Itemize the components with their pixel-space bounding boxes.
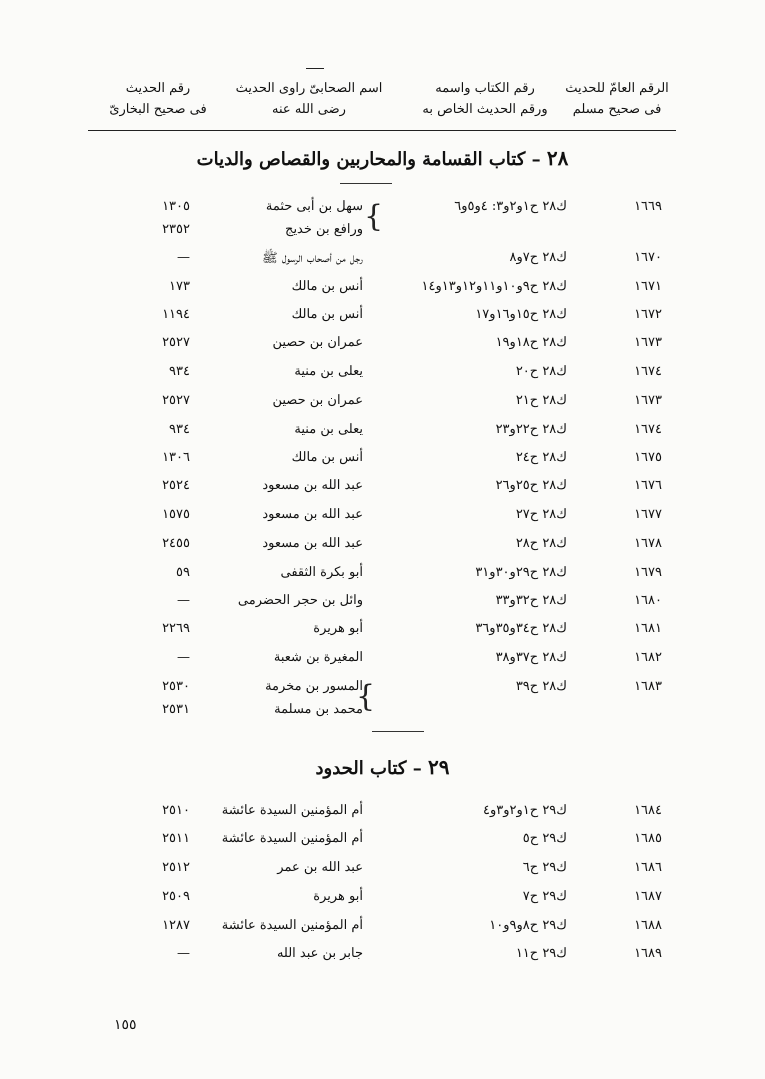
table-row bbox=[0, 800, 765, 824]
table-row bbox=[0, 332, 765, 356]
section-28-title: كتاب القسامة والمحاربين والقصاص والديات bbox=[196, 149, 526, 170]
general-number: ١٦٨٢ bbox=[634, 650, 662, 665]
bukhari-number: ٥٩ bbox=[176, 565, 190, 580]
bukhari-number: — bbox=[177, 650, 190, 665]
bukhari-number: ٢٣٥٢ bbox=[162, 222, 190, 237]
companion-name: عمران بن حصين bbox=[272, 393, 363, 408]
header-col-general-line2: فى صحيح مسلم bbox=[572, 102, 662, 117]
general-number: ١٦٧٣ bbox=[634, 393, 662, 408]
companion-name: المسور بن مخرمة bbox=[265, 679, 363, 694]
bukhari-number: ١٥٧٥ bbox=[162, 507, 190, 522]
book-reference: ك٢٨ ح٣٤و٣٥و٣٦ bbox=[475, 621, 567, 636]
companion-name: أم المؤمنين السيدة عائشة bbox=[221, 803, 363, 818]
companion-name: عمران بن حصين bbox=[272, 335, 363, 350]
general-number: ١٦٧٢ bbox=[634, 307, 662, 322]
bukhari-number: ١٣٠٦ bbox=[162, 450, 190, 465]
table-row bbox=[0, 618, 765, 642]
general-number: ١٦٦٩ bbox=[634, 199, 662, 214]
companion-name: أنس بن مالك bbox=[291, 307, 363, 322]
bukhari-number: ٢٥١١ bbox=[162, 831, 190, 846]
general-number: ١٦٨٩ bbox=[634, 946, 662, 961]
companion-name: عبد الله بن مسعود bbox=[262, 478, 363, 493]
companion-name: أبو بكرة الثقفى bbox=[280, 565, 363, 580]
companion-name: يعلى بن منية bbox=[294, 364, 363, 379]
section-29-number: ٢٩ bbox=[428, 755, 450, 779]
book-reference: ك٢٩ ح٧ bbox=[522, 889, 567, 904]
companion-name: عبد الله بن مسعود bbox=[262, 536, 363, 551]
bukhari-number: ٢٥١٠ bbox=[162, 803, 190, 818]
general-number: ١٦٨٧ bbox=[634, 889, 662, 904]
book-reference: ك٢٨ ح١٥و١٦و١٧ bbox=[475, 307, 567, 322]
header-col-book-line2: ورقم الحديث الخاص به bbox=[422, 102, 548, 117]
companion-name: أبو هريرة bbox=[313, 889, 363, 904]
book-reference: ك٢٨ ح٢٧ bbox=[515, 507, 567, 522]
book-reference: ك٢٨ ح٩و١٠و١١و١٢و١٣و١٤ bbox=[421, 279, 567, 294]
companion-name: رجل من أصحاب الرسول ﷺ bbox=[262, 251, 363, 266]
book-reference: ك٢٨ ح١و٢و٣: ٤و٥و٦ bbox=[454, 199, 567, 214]
table-row bbox=[0, 943, 765, 967]
table-row bbox=[0, 304, 765, 328]
header-col-bukhari bbox=[98, 80, 218, 122]
book-reference: ك٢٨ ح٣٩ bbox=[515, 679, 567, 694]
bukhari-number: — bbox=[177, 250, 190, 265]
bukhari-number: ٢٥٣١ bbox=[162, 702, 190, 717]
general-number: ١٦٧٩ bbox=[634, 565, 662, 580]
bukhari-number: ١٢٨٧ bbox=[162, 918, 190, 933]
table-row bbox=[0, 676, 765, 700]
companion-name: جابر بن عبد الله bbox=[276, 946, 363, 961]
table-row bbox=[0, 915, 765, 939]
table-row bbox=[0, 533, 765, 557]
companion-name: أم المؤمنين السيدة عائشة bbox=[221, 918, 363, 933]
bukhari-number: ٢٥٣٠ bbox=[162, 679, 190, 694]
book-reference: ك٢٨ ح٢٥و٢٦ bbox=[495, 478, 567, 493]
table-row bbox=[0, 590, 765, 614]
companion-name: المغيرة بن شعبة bbox=[273, 650, 363, 665]
table-row bbox=[0, 699, 765, 723]
section-29-title: كتاب الحدود bbox=[315, 758, 407, 779]
header-col-companion bbox=[224, 80, 394, 122]
table-row bbox=[0, 247, 765, 271]
book-reference: ك٢٨ ح١٨و١٩ bbox=[495, 335, 567, 350]
companion-name: سهل بن أبى حثمة bbox=[265, 199, 363, 214]
companion-name: عبد الله بن مسعود bbox=[262, 507, 363, 522]
header-col-companion-line1: اسم الصحابىّ راوى الحديث bbox=[235, 81, 383, 96]
bukhari-number: ٢٥٠٩ bbox=[162, 889, 190, 904]
bukhari-number: ٢٥١٢ bbox=[162, 860, 190, 875]
general-number: ١٦٧٠ bbox=[634, 250, 662, 265]
bukhari-number: ٢٥٢٤ bbox=[162, 478, 190, 493]
header-rule bbox=[88, 130, 676, 131]
brace-group-2: { bbox=[356, 679, 376, 714]
table-row bbox=[0, 504, 765, 528]
bukhari-number: ٩٣٤ bbox=[169, 364, 190, 379]
general-number: ١٦٨١ bbox=[634, 621, 662, 636]
table-row bbox=[0, 447, 765, 471]
header-col-bukhari-line2: فى صحيح البخارىّ bbox=[109, 102, 207, 117]
general-number: ١٦٧٧ bbox=[634, 507, 662, 522]
table-row bbox=[0, 828, 765, 852]
companion-name: عبد الله بن عمر bbox=[277, 860, 363, 875]
book-reference: ك٢٨ ح٢١ bbox=[515, 393, 567, 408]
bukhari-number: ٢٥٢٧ bbox=[162, 335, 190, 350]
bukhari-number: ٢٤٥٥ bbox=[162, 536, 190, 551]
bukhari-number: — bbox=[177, 593, 190, 608]
companion-name: محمد بن مسلمة bbox=[274, 702, 363, 717]
bukhari-number: ١٧٣ bbox=[169, 279, 190, 294]
general-number: ١٦٧١ bbox=[634, 279, 662, 294]
companion-name: أم المؤمنين السيدة عائشة bbox=[221, 831, 363, 846]
book-reference: ك٢٨ ح٣٢و٣٣ bbox=[495, 593, 567, 608]
header-col-companion-line2: رضى الله عنه bbox=[272, 102, 346, 117]
section-29-dash: – bbox=[412, 758, 422, 779]
table-row bbox=[0, 419, 765, 443]
book-reference: ك٢٩ ح١١ bbox=[515, 946, 567, 961]
companion-name: أبو هريرة bbox=[313, 621, 363, 636]
general-number: ١٦٨٥ bbox=[634, 831, 662, 846]
bukhari-number: ١١٩٤ bbox=[162, 307, 190, 322]
bukhari-number: ٢٥٢٧ bbox=[162, 393, 190, 408]
companion-name: وائل بن حجر الحضرمى bbox=[237, 593, 363, 608]
section-28-rule bbox=[340, 183, 392, 184]
table-row bbox=[0, 361, 765, 385]
book-reference: ك٢٨ ح٢٤ bbox=[515, 450, 567, 465]
general-number: ١٦٨٦ bbox=[634, 860, 662, 875]
book-reference: ك٢٩ ح٦ bbox=[522, 860, 567, 875]
book-reference: ك٢٨ ح٢٢و٢٣ bbox=[495, 422, 567, 437]
general-number: ١٦٧٥ bbox=[634, 450, 662, 465]
book-reference: ك٢٩ ح١و٢و٣و٤ bbox=[483, 803, 567, 818]
general-number: ١٦٧٣ bbox=[634, 335, 662, 350]
companion-name: أنس بن مالك bbox=[291, 450, 363, 465]
general-number: ١٦٧٤ bbox=[634, 364, 662, 379]
header-col-general bbox=[552, 80, 682, 122]
header-col-bukhari-line1: رقم الحديث bbox=[125, 81, 191, 96]
companion-name: أنس بن مالك bbox=[291, 279, 363, 294]
table-row bbox=[0, 886, 765, 910]
page-number: ١٥٥ bbox=[114, 1017, 137, 1033]
general-number: ١٦٨٠ bbox=[634, 593, 662, 608]
general-number: ١٦٧٨ bbox=[634, 536, 662, 551]
table-row bbox=[0, 390, 765, 414]
general-number: ١٦٧٦ bbox=[634, 478, 662, 493]
general-number: ١٦٨٣ bbox=[634, 679, 662, 694]
header-col-general-line1: الرقم العامّ للحديث bbox=[565, 81, 669, 96]
general-number: ١٦٨٨ bbox=[634, 918, 662, 933]
table-row bbox=[0, 647, 765, 671]
bukhari-number: ١٣٠٥ bbox=[162, 199, 190, 214]
table-row bbox=[0, 857, 765, 881]
section-29-heading bbox=[0, 755, 765, 779]
bukhari-number: ٩٣٤ bbox=[169, 422, 190, 437]
book-reference: ك٢٨ ح٧و٨ bbox=[509, 250, 567, 265]
section-28-number: ٢٨ bbox=[546, 146, 569, 170]
book-reference: ك٢٩ ح٥ bbox=[522, 831, 567, 846]
header-col-book bbox=[410, 80, 560, 122]
section-separator-rule bbox=[372, 731, 424, 732]
section-28-dash: – bbox=[531, 149, 541, 170]
table-row bbox=[0, 276, 765, 300]
book-reference: ك٢٩ ح٨و٩و١٠ bbox=[489, 918, 567, 933]
table-row bbox=[0, 475, 765, 499]
section-28-heading bbox=[0, 146, 765, 170]
book-reference: ك٢٨ ح٢٨ bbox=[515, 536, 567, 551]
brace-group-1: { bbox=[364, 199, 384, 234]
companion-name: يعلى بن منية bbox=[294, 422, 363, 437]
bukhari-number: — bbox=[177, 946, 190, 961]
book-reference: ك٢٨ ح٢٩و٣٠و٣١ bbox=[475, 565, 567, 580]
bukhari-number: ٢٢٦٩ bbox=[162, 621, 190, 636]
general-number: ١٦٨٤ bbox=[634, 803, 662, 818]
header-col-book-line1: رقم الكتاب واسمه bbox=[435, 81, 535, 96]
companion-name: ورافع بن خديج bbox=[285, 222, 363, 237]
book-reference: ك٢٨ ح٣٧و٣٨ bbox=[495, 650, 567, 665]
book-reference: ك٢٨ ح٢٠ bbox=[515, 364, 567, 379]
table-row bbox=[0, 562, 765, 586]
header-top-rule bbox=[306, 68, 324, 69]
general-number: ١٦٧٤ bbox=[634, 422, 662, 437]
